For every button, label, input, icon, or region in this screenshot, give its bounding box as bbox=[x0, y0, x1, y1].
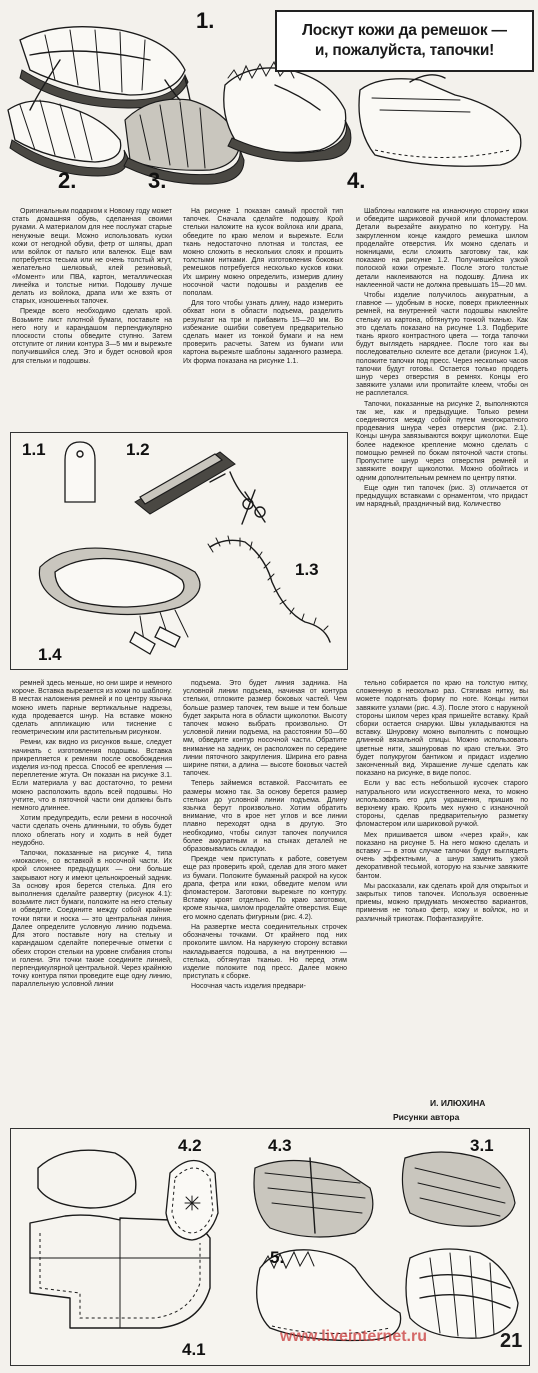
paragraph: Шаблоны наложите на изнаночную сторону кожи и обведите шариковой ручкой или фломастером. Детали вырезайте аккуратно по контуру. На закругленном конце каждого ремешка шилом проделайте отверстия. Их можно сделать и ножницами, если сложить заготовку так, как показано на рисунке 1.2. Получившейся узкой полоской кожи отрежьте. После этого толстые детали наклеиваются на подошву. Длина их наклеенной части не должна превышать 15—20 мм. bbox=[356, 208, 528, 289]
sandal-figure-1 bbox=[20, 27, 188, 108]
article-title-line-1: Лоскут кожи да ремешок — bbox=[302, 22, 507, 39]
paragraph: Хотим предупредить, если ремни в носочной части сделать очень длинными, то обувь будет плохо облегать ногу и ходить в ней будет неудобно. bbox=[12, 815, 172, 847]
text-column-6 bbox=[356, 680, 528, 1092]
figure-label-1: 1. bbox=[196, 8, 215, 33]
paragraph: Тапочки, показанные на рисунке 2, выполняются так же, как и предыдущие. Только ремни соединяются между собой путем многократного продевания шнура через отверстия (рис. 2.1). Концы шнура завязываются вокруг щиколотки. Еще более надежное крепление можно сделать с помощью ремней по бокам пяточной части стопы. Пропустите шнур через отверстия ремней и завяжите вокруг щиколотки. Можно обойтись и одним дополнительным ремнем по центру пятки. bbox=[356, 400, 528, 482]
text-column-1 bbox=[12, 208, 172, 426]
bottom-pattern-illustration bbox=[10, 1128, 530, 1366]
figure-label-1-1: 1.1 bbox=[22, 440, 46, 459]
gathered-toe-4-3 bbox=[254, 1158, 373, 1237]
text-column-5 bbox=[183, 680, 347, 1120]
paragraph: подъема. Это будет линия задника. На условной линии подъема, начиная от контура стельки, отложите размер боковых частей. Чем больше размер тапочек, тем выше и тем больше будет закрыта нога в области щиколотки. Высоту тапочек можно выбрать произвольно. От условной линии подъема, на расстоянии 50—60 мм, обведите контур носочной части. Обратите внимание на задник, он расположен по середине линии пяточного закругления. Ширина его равна ширине пятки, а длина — высоте боковых частей тапочек. bbox=[183, 680, 347, 778]
paragraph: Оригинальным подарком к Новому году может стать домашняя обувь, сделанная своими руками. А материалом для нее послужат старые ненужные вещи. Можно использовать куски кожи от негодной обуви, фетр от шляпы, драп или войлок от пальто или валенок. Еще вам потребуется тесьма или не очень толстый жгут, желательно шелковый, клей резиновый, «Момент» или ПВА, картон, металлическая линейка и толстые нитки. Подошву лучше делать из войлока, драпа или же взять от старых, изношенных тапочек. bbox=[12, 208, 172, 306]
page-number: 21 bbox=[500, 1330, 523, 1352]
figure-label-2: 2. bbox=[58, 168, 77, 193]
paragraph: Мех пришивается швом «через край», как показано на рисунке 5. На него можно сделать и вставку — в этом случае тапочки будут выглядеть очень эффектными, а шнур заменить узкой декоративной тесьмой, которую на язычке завяжите бантом. bbox=[356, 831, 528, 880]
text-column-4 bbox=[12, 680, 172, 1120]
moccasin-figure-4 bbox=[224, 62, 351, 161]
corrugated-strip-1-3 bbox=[208, 536, 330, 642]
figure-label-4: 4. bbox=[347, 168, 366, 193]
paragraph: Ремни, как видно из рисунков выше, следует начинать с изготовления подошвы. Вставка прикрепляется к ремням после освобождения изделия из-под пресса. Способ ее крепления — переплетение жгута. Он показан на рисунке 3.1. Если материала у вас достаточно, то ремни можно расположить вдоль всей подошвы. Но учтите, что в пяточной части они должны быть немного длиннее. bbox=[12, 739, 172, 813]
paragraph: Прежде чем приступать к работе, советуем еще раз проверить крой, сделав для этого макет из бумаги. Положите бумажный раскрой на кусок драпа, фетра или кожи, обведите мелом или фломастером. Заготовки вырежьте по контуру. Вставку кроят отдельно. По краю заготовки, кроме язычка, шилом проделайте отверстия. Еще его можно сделать фигурным (рис. 4.2). bbox=[183, 856, 347, 921]
figure-label-4-3: 4.3 bbox=[268, 1136, 292, 1155]
figure-label-5: 5. bbox=[270, 1248, 285, 1267]
illustration-credit: Рисунки автора bbox=[393, 1112, 460, 1122]
insert-pattern-4-2 bbox=[166, 1161, 218, 1241]
paragraph: Носочная часть изделия предвари- bbox=[191, 983, 306, 991]
paragraph: Тапочки, показанные на рисунке 4, типа «мокасин», со вставкой в носочной части. Их крой сложнее предыдущих — они больше закрывают ногу и имеют цельнокроеный задник. За основу кроя берется стелька. Для его выполнения сделайте развертку (рисунок 4.1): возьмите лист бумаги, положите на него стельку и обведите. Соедините между собой крайние точки пятки и носка — это центральная линия. Далее определите условную линию подъема. Для этого поставьте ногу на стельку и карандашом сделайте поперечные отметки с обеих сторон стельки на уровне сгибания стопы и голени. Эти точки также соедините линией, перпендикулярной центральной. Через крайнюю точку контура пятки проведите еще одну линию, параллельную условной линии bbox=[12, 850, 172, 989]
paragraph: На рисунке 1 показан самый простой тип тапочек. Сначала сделайте подошву. Крой стельки наложите на кусок войлока или драпа, обведите по краю мелом и вырежьте. Если ткань недостаточно плотная и толстая, ее можно сложить в нескольких слоях и прошить толстыми нитками. Для изготовления боковых ремешков потребуется несколько кусков кожи. Их ширину можно определить, измерив длину носочной части подошвы и разделив ее пополам. bbox=[183, 208, 343, 298]
paragraph: Мы рассказали, как сделать крой для открытых и закрытых типов тапочек. Используя освоенные приемы, можно придумать множество вариантов, применив не только фетр, кожу и войлок, но и различный трикотаж. Пофантазируйте. bbox=[356, 882, 528, 923]
insole-assembly-1-4 bbox=[39, 548, 200, 654]
folded-strap-1-2 bbox=[135, 452, 265, 524]
paragraph: Для того чтобы узнать длину, надо измерить обхват ноги в области подъема, разделить результат на три и прибавить 15—20 мм. Во избежание ошибки советуем предварительно сделать макет из тонкой бумаги и на нем проверить расчеты. Затем из бумаги или картона вырежьте шаблоны заданного размера. Их форма показана на рисунке 1.1. bbox=[183, 300, 343, 365]
laced-slipper-3-1 bbox=[402, 1152, 518, 1338]
figure-label-3-1: 3.1 bbox=[470, 1136, 494, 1155]
paragraph: Прежде всего необходимо сделать крой. Возьмите лист плотной бумаги, поставьте на него ногу и карандашом перпендикулярно плоскости стопы обведите ступню. Затем отступите от линии контура 3—5 мм и вырежьте получившийся след. Это и будет основой кроя для стельки и подошвы. bbox=[12, 308, 172, 365]
paragraph: ремней здесь меньше, но они шире и немного короче. Вставка вырезается из кожи по шаблону. В местах наложения ремней и по центру язычка можно иметь парные вертикальные надрезы, куда продевается шнур. На вставке можно сделать аппликацию или тиснение с геометрическим или растительным рисунком. bbox=[12, 680, 172, 737]
watermark: www.liveinternet.ru bbox=[280, 1328, 427, 1345]
paragraph: На развертке места соединительных строчек обозначены точками. От крайнего под них проколите шилом. На наружную сторону вставки накладывается подошва, а на внутреннюю — стелька, обтянутая тканью. Но перед этим изделие положите под пресс. Далее можно приступать к сборке. bbox=[183, 923, 347, 981]
article-title-line-2: и, пожалуйста, тапочки! bbox=[314, 42, 495, 59]
article-title-box bbox=[275, 10, 534, 72]
paragraph: Если у вас есть небольшой кусочек старого натурального или искусственного меха, то можно использовать его для украшения, пришив по верхнему краю. Кроить мех нужно с изнаночной стороны, сделав предварительную разметку фломастером или шариковой ручкой. bbox=[356, 780, 528, 829]
author-signature: И. ИЛЮХИНА bbox=[430, 1098, 486, 1108]
figure-label-4-1: 4.1 bbox=[182, 1340, 206, 1359]
figure-label-1-3: 1.3 bbox=[295, 560, 319, 579]
text-column-3 bbox=[356, 208, 528, 671]
paragraph: тельно собирается по краю на толстую нитку, сложенную в несколько раз. Стягивая нитку, вы можете подогнать форму по ноге. Концы нитки завяжите узлами (рис. 4.3). После этого с наружной стороны шилом через края пришейте вставку. Край сборки остается снаружи. Швы укладываются на вставку. Шнуровку можно выполнить с помощью длинной вязальной спицы. Можно использовать цветные нити, зашнуровав по краю стельки. Это будет полукругом бантиком и придаст изделию законченный вид. Украшение лучше сделать как показано на рисунке, в виде полос. bbox=[356, 680, 528, 778]
figure-1x-illustration bbox=[10, 432, 348, 670]
figure-label-1-4: 1.4 bbox=[38, 645, 62, 664]
figure-label-3: 3. bbox=[148, 168, 167, 193]
strap-template-1-1 bbox=[65, 442, 95, 502]
text-column-2 bbox=[183, 208, 343, 426]
figure-label-4-2: 4.2 bbox=[178, 1136, 202, 1155]
figure-label-1-2: 1.2 bbox=[126, 440, 150, 459]
paragraph: Теперь займемся вставкой. Рассчитать ее размеры можно так. За основу берется размер стельки до условной линии подъема. Длину язычка берут произвольно. Хотим обратить внимание, что в крое нет углов и все линии плавно переходят одна в другую. Это необходимо, чтобы силуэт тапочек получился более аккуратным и на стыках деталей не образовывались складки. bbox=[183, 780, 347, 854]
paragraph: Еще один тип тапочек (рис. 3) отличается от предыдущих вставками с орнаментом, что придаст им нарядный, праздничный вид. Количество bbox=[356, 484, 528, 509]
moccasin-right bbox=[359, 75, 521, 166]
paragraph: Чтобы изделие получилось аккуратным, а главное — удобным в носке, поверх приклеенных ремней, на внутренней части подошвы наклейте стельку из картона, обтянутую тонкой тканью. Как это сделать показано на рисунке 1.3. Подберите ткань яркого контрастного цвета — тогда тапочки будут выглядеть наряднее. После того как вы последовательно склеите все детали (рисунок 1.4), положите тапочки под пресс. Через несколько часов тапочки будут готовы. Остается только продеть шнур через отверстия в ремнях. Концы его завяжите узлами или пропитайте клеем, чтобы он не расплетался. bbox=[356, 292, 528, 398]
